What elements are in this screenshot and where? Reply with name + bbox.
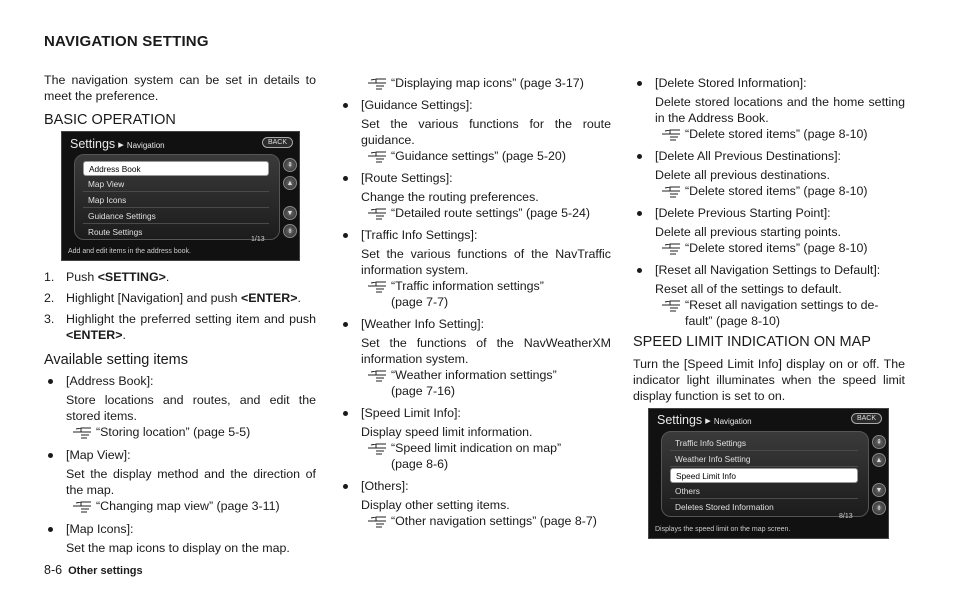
item-desc: Reset all of the settings to default.	[655, 282, 842, 296]
item-label: [Map Icons]:	[66, 522, 134, 536]
item-delete-previous-destinations	[633, 148, 905, 199]
menu-item-weather-info[interactable]: Weather Info Setting	[670, 452, 858, 467]
item-reset-navigation-settings	[633, 262, 905, 329]
basic-operation-heading: BASIC OPERATION	[44, 112, 176, 128]
menu-item-others[interactable]: Others	[670, 484, 858, 499]
item-reference: “Changing map view” (page 3-11)	[66, 498, 316, 514]
item-desc: Set the map icons to display on the map.	[66, 541, 290, 555]
item-desc: Set the various functions of the NavTraffic information system.	[361, 247, 611, 277]
hand-pointer-icon	[367, 76, 389, 90]
item-reference: “Weather information settings” (page 7-16)	[361, 367, 611, 399]
back-button[interactable]: BACK	[851, 413, 882, 424]
menu-item-address-book[interactable]: Address Book	[83, 161, 269, 176]
item-speed-limit-info	[339, 405, 611, 472]
menu-item-delete-stored[interactable]: Deletes Stored Information	[675, 502, 774, 512]
item-desc: Display other setting items.	[361, 498, 510, 512]
item-reference: “Speed limit indication on map” (page 8-6)	[361, 440, 611, 472]
settings-screen-2	[648, 408, 889, 539]
item-label: [Weather Info Setting]:	[361, 317, 485, 331]
menu-item-map-view[interactable]: Map View	[83, 177, 269, 192]
settings-screen-1	[61, 131, 300, 261]
item-reference: “Other navigation settings” (page 8-7)	[361, 513, 611, 529]
bullet-icon	[637, 154, 642, 159]
item-label: [Guidance Settings]:	[361, 98, 473, 112]
item-label: [Route Settings]:	[361, 171, 453, 185]
item-label: [Map View]:	[66, 448, 131, 462]
bullet-icon	[343, 233, 348, 238]
screen-title: Settings ▸ Navigation	[70, 137, 165, 151]
item-desc: Delete all previous destinations.	[655, 168, 830, 182]
item-map-icons	[44, 521, 316, 556]
available-list-2	[339, 75, 611, 529]
item-map-view	[44, 447, 316, 514]
item-label: [Speed Limit Info]:	[361, 406, 461, 420]
bullet-icon	[48, 379, 53, 384]
item-desc: Store locations and routes, and edit the stored items.	[66, 393, 316, 423]
hand-pointer-icon	[661, 184, 683, 198]
bullet-icon	[637, 81, 642, 86]
item-reference: “Detailed route settings” (page 5-24)	[361, 205, 611, 221]
item-label: [Delete Previous Starting Point]:	[655, 206, 831, 220]
hand-pointer-icon	[367, 514, 389, 528]
steps-list	[44, 269, 316, 343]
hand-pointer-icon	[367, 149, 389, 163]
scroll-top-icon[interactable]: ⇞	[283, 158, 297, 172]
step-2: 2. Highlight [Navigation] and push <ENTER>.	[44, 291, 301, 305]
item-others	[339, 478, 611, 529]
screen-status-text: Displays the speed limit on the map screen.	[655, 526, 791, 533]
screen-status-text: Add and edit items in the address book.	[68, 248, 191, 255]
page-title: NAVIGATION SETTING	[44, 33, 209, 50]
item-desc: Display speed limit information.	[361, 425, 533, 439]
available-list-3	[633, 75, 905, 329]
page-number: 8-6	[44, 563, 63, 577]
bullet-icon	[343, 411, 348, 416]
item-delete-previous-starting-point	[633, 205, 905, 256]
screen-page-indicator: 1/13	[251, 236, 265, 243]
item-desc: Set the various functions for the route guidance.	[361, 117, 611, 147]
item-reference: “Reset all navigation settings to de- fault” (page 8-10)	[655, 297, 905, 329]
item-reference: “Guidance settings” (page 5-20)	[361, 148, 611, 164]
bullet-icon	[343, 484, 348, 489]
scroll-down-icon[interactable]: ▼	[283, 206, 297, 220]
menu-item-route-settings[interactable]: Route Settings	[88, 227, 143, 237]
bullet-icon	[637, 211, 642, 216]
screen-page-indicator: 8/13	[839, 513, 853, 520]
scroll-up-icon[interactable]: ▲	[283, 176, 297, 190]
scroll-top-icon[interactable]: ⇞	[872, 435, 886, 449]
bullet-icon	[343, 322, 348, 327]
section-name: Other settings	[68, 565, 143, 577]
item-label: [Traffic Info Settings]:	[361, 228, 478, 242]
page-footer	[44, 563, 143, 577]
item-label: [Others]:	[361, 479, 409, 493]
menu-item-speed-limit-info[interactable]: Speed Limit Info	[670, 468, 858, 483]
item-reference: “Traffic information settings” (page 7-7)	[361, 278, 611, 310]
item-traffic-info-settings	[339, 227, 611, 310]
item-desc: Delete all previous starting points.	[655, 225, 841, 239]
speed-limit-text: Turn the [Speed Limit Info] display on or off. The indicator light illuminates when the speed limit display function is set to on.	[633, 357, 905, 403]
item-label: [Delete Stored Information]:	[655, 76, 807, 90]
hand-pointer-icon	[661, 241, 683, 255]
item-weather-info-setting	[339, 316, 611, 399]
hand-pointer-icon	[72, 425, 94, 439]
scroll-bottom-icon[interactable]: ⇟	[283, 224, 297, 238]
hand-pointer-icon	[661, 298, 683, 312]
step-1: 1. Push <SETTING>.	[44, 270, 170, 284]
item-address-book	[44, 373, 316, 440]
screen-title: Settings ▸ Navigation	[657, 413, 752, 427]
bullet-icon	[48, 453, 53, 458]
intro-text: The navigation system can be set in details to meet the preference.	[44, 73, 316, 103]
hand-pointer-icon	[367, 279, 389, 293]
item-delete-stored-information	[633, 75, 905, 142]
available-list-1	[44, 373, 316, 556]
item-route-settings	[339, 170, 611, 221]
menu-item-map-icons[interactable]: Map Icons	[83, 193, 269, 208]
item-label: [Reset all Navigation Settings to Default]:	[655, 263, 881, 277]
item-reference: “Delete stored items” (page 8-10)	[655, 240, 905, 256]
bullet-icon	[343, 103, 348, 108]
scroll-bottom-icon[interactable]: ⇟	[872, 501, 886, 515]
item-desc: Change the routing preferences.	[361, 190, 539, 204]
step-3: 3. Highlight the preferred setting item and push <ENTER>.	[44, 312, 316, 342]
item-label: [Delete All Previous Destinations]:	[655, 149, 841, 163]
map-icons-reference: “Displaying map icons” (page 3-17)	[361, 75, 611, 91]
hand-pointer-icon	[367, 206, 389, 220]
bullet-icon	[48, 527, 53, 532]
item-reference: “Delete stored items” (page 8-10)	[655, 183, 905, 199]
back-button[interactable]: BACK	[262, 137, 293, 148]
scroll-up-icon[interactable]: ▲	[872, 453, 886, 467]
menu-item-traffic-info[interactable]: Traffic Info Settings	[670, 436, 858, 451]
item-desc: Set the display method and the direction of the map.	[66, 467, 316, 497]
bullet-icon	[637, 268, 642, 273]
settings-menu	[661, 431, 869, 517]
item-desc: Delete stored locations and the home setting in the Address Book.	[655, 95, 905, 125]
available-items-heading: Available setting items	[44, 352, 189, 368]
scroll-down-icon[interactable]: ▼	[872, 483, 886, 497]
hand-pointer-icon	[367, 441, 389, 455]
item-guidance-settings	[339, 97, 611, 164]
item-reference: “Delete stored items” (page 8-10)	[655, 126, 905, 142]
item-desc: Set the functions of the NavWeatherXM information system.	[361, 336, 611, 366]
settings-menu	[74, 154, 280, 240]
item-reference: “Storing location” (page 5-5)	[66, 424, 316, 440]
bullet-icon	[343, 176, 348, 181]
menu-item-guidance-settings[interactable]: Guidance Settings	[83, 209, 269, 224]
hand-pointer-icon	[367, 368, 389, 382]
speed-limit-heading: SPEED LIMIT INDICATION ON MAP	[633, 334, 871, 350]
hand-pointer-icon	[72, 499, 94, 513]
hand-pointer-icon	[661, 127, 683, 141]
item-label: [Address Book]:	[66, 374, 154, 388]
